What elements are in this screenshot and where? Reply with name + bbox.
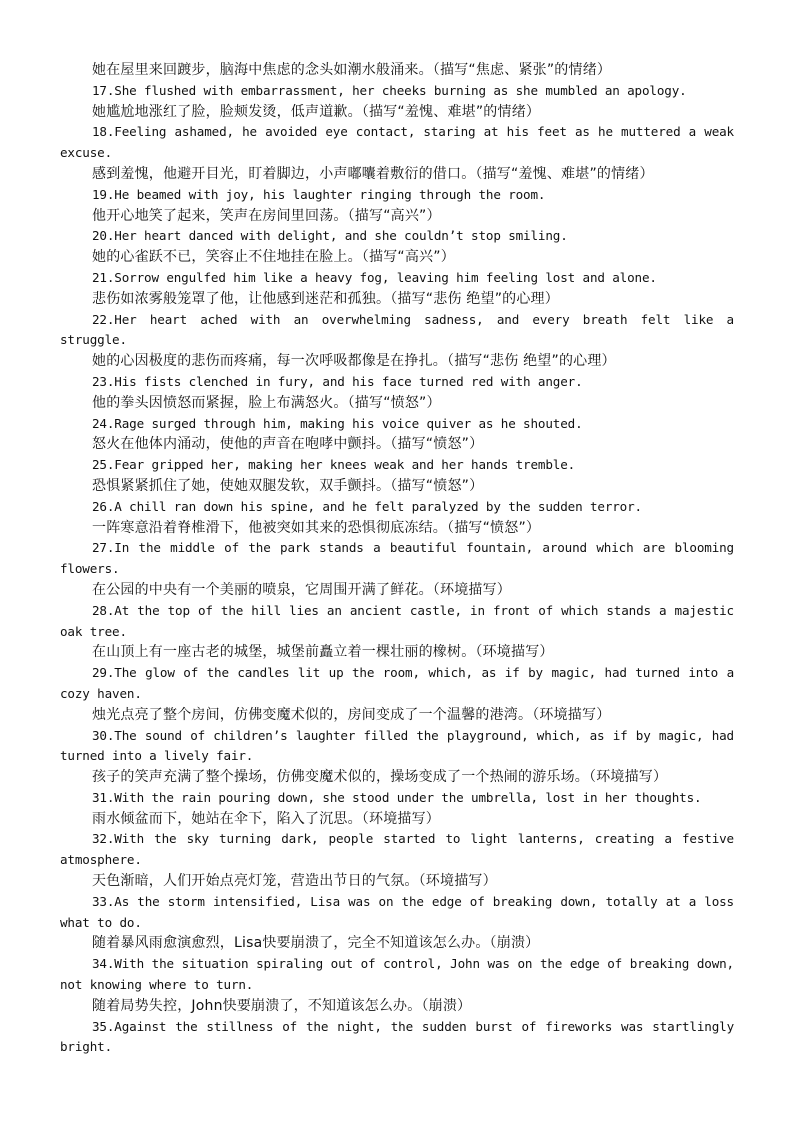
text-line: 34.With the situation spiraling out of control, John was on the edge of breaking down, not knowing where to turn. [60,956,734,993]
text-line: 27.In the middle of the park stands a beautiful fountain, around which are blooming flowers. [60,540,734,577]
document-page [60,60,734,1058]
text-line: 她的心因极度的悲伤而疼痛，每一次呼吸都像是在挣扎。（描写“悲伤 绝望”的心理） [92,353,616,370]
text-line: 她的心雀跃不已，笑容止不住地挂在脸上。（描写“高兴”） [92,249,455,266]
text-line: 31.With the rain pouring down, she stood under the umbrella, lost in her thoughts. [92,789,702,805]
text-line: 29.The glow of the candles lit up the room, which, as if by magic, had turned into a cozy haven. [60,665,734,701]
text-line: 怒火在他体内涌动，使他的声音在咆哮中颤抖。（描写“愤怒”） [92,436,484,453]
text-line: 35.Against the stillness of the night, the sudden burst of fireworks was startlingly bright. [60,1018,734,1055]
text-line: 30.The sound of children’s laughter filled the playground, which, as if by magic, had turned into a lively fair. [60,727,734,764]
text-line: 恐惧紧紧抓住了她，使她双腿发软，双手颤抖。（描写“愤怒”） [92,477,484,494]
text-line: 26.A chill ran down his spine, and he felt paralyzed by the sudden terror. [92,498,642,514]
text-line: 悲伤如浓雾般笼罩了他，让他感到迷茫和孤独。（描写“悲伤 绝望”的心理） [92,290,559,307]
text-line: 22.Her heart ached with an overwhelming sadness, and every breath felt like a struggle. [60,311,734,348]
text-line: 他开心地笑了起来，笑声在房间里回荡。（描写“高兴”） [92,207,441,224]
text-line: 雨水倾盆而下，她站在伞下，陷入了沉思。（环境描写） [92,810,440,827]
text-line: 随着局势失控，John快要崩溃了，不知道该怎么办。（崩溃） [92,997,472,1014]
text-line: 在山顶上有一座古老的城堡，城堡前矗立着一棵壮丽的橡树。（环境描写） [92,644,554,661]
text-line: 随着暴风雨愈演愈烈，Lisa快要崩溃了，完全不知道该怎么办。（崩溃） [92,935,540,952]
text-line: 她在屋里来回踱步，脑海中焦虑的念头如潮水般涌来。（描写“焦虑、紧张”的情绪） [92,62,612,78]
text-line: 一阵寒意沿着脊椎滑下，他被突如其来的恐惧彻底冻结。（描写“愤怒”） [92,519,541,536]
text-line: 烛光点亮了整个房间，仿佛变魔术似的，房间变成了一个温馨的港湾。（环境描写） [92,706,611,723]
text-line: 她尴尬地涨红了脸，脸颊发烫，低声道歉。（描写“羞愧、难堪”的情绪） [92,103,541,120]
text-line: 24.Rage surged through him, making his voice quiver as he shouted. [92,415,583,431]
text-line: 25.Fear gripped her, making her knees weak and her hands tremble. [92,457,576,473]
text-line: 天色渐暗，人们开始点亮灯笼，营造出节日的气氛。（环境描写） [92,873,497,890]
text-line: 20.Her heart danced with delight, and she couldn’t stop smiling. [92,228,568,244]
text-line: 28.At the top of the hill lies an ancient castle, in front of which stands a majestic oak tree. [60,602,734,639]
text-line: 孩子的笑声充满了整个操场，仿佛变魔术似的，操场变成了一个热闹的游乐场。（环境描写） [92,769,668,786]
text-line: 17.She flushed with embarrassment, her cheeks burning as she mumbled an apology. [92,82,687,98]
text-line: 他的拳头因愤怒而紧握，脸上布满怒火。（描写“愤怒”） [92,394,441,411]
text-line: 21.Sorrow engulfed him like a heavy fog, leaving him feeling lost and alone. [92,269,657,285]
text-line: 32.With the sky turning dark, people started to light lanterns, creating a festive atmosphere. [60,831,734,868]
text-line: 19.He beamed with joy, his laughter ringing through the room. [92,186,546,202]
text-line: 在公园的中央有一个美丽的喷泉，它周围开满了鲜花。（环境描写） [92,581,511,598]
text-line: 33.As the storm intensified, Lisa was on the edge of breaking down, totally at a loss what to do. [60,893,734,930]
text-line: 18.Feeling ashamed, he avoided eye contact, staring at his feet as he muttered a weak excuse. [60,124,734,161]
text-line: 感到羞愧，他避开目光，盯着脚边，小声嘟囔着敷衍的借口。（描写“羞愧、难堪”的情绪） [92,165,654,182]
text-line: 23.His fists clenched in fury, and his face turned red with anger. [92,373,583,389]
